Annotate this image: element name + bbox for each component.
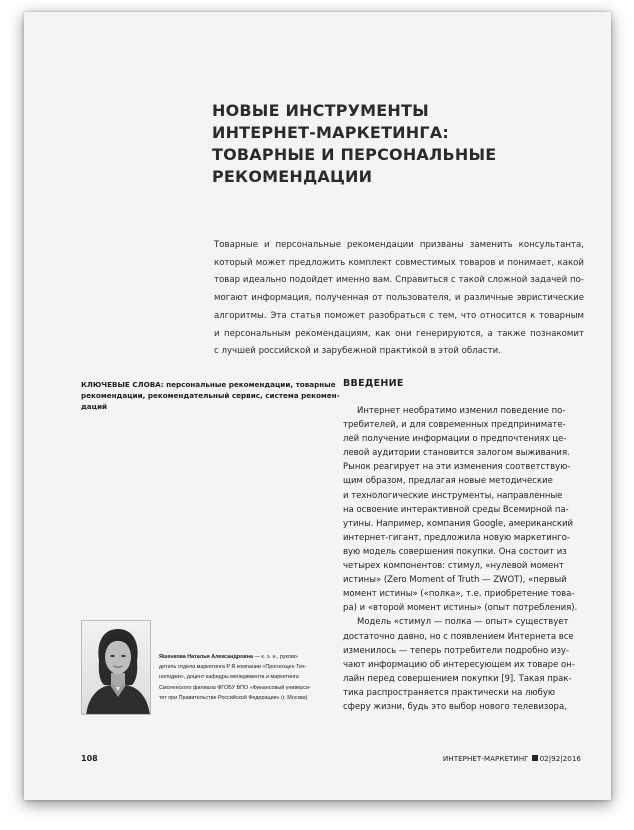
- author-bio-line: нолоджи», доцент кафедры менеджмента и маркетинга: [159, 674, 299, 681]
- article-lead: [214, 237, 584, 361]
- body-line: утины. Например, компания Google, американский: [343, 518, 574, 529]
- keywords-block: [81, 379, 340, 412]
- square-bullet-icon: [532, 755, 538, 761]
- author-photo: [81, 620, 151, 715]
- body-line: тика распространяется практически на любую: [343, 687, 556, 698]
- body-line: истины» (Zero Moment of Truth — ZWOT), «первый: [343, 575, 567, 586]
- lead-line: товар идеально подойдет именно вам. Справиться с такой сложной задачей по-: [214, 275, 584, 286]
- keywords-line: рекомендации, рекомендательный сервис, система рекомен-: [81, 391, 340, 400]
- body-line: лайн перед совершением покупки [9]. Такая прак-: [343, 673, 572, 684]
- body-line: Модель «стимул — полка — опыт» существует: [357, 617, 569, 628]
- issue-number: 02|92|2016: [539, 754, 581, 763]
- portrait-photo-icon: [82, 621, 151, 715]
- body-line: ра) и «второй момент истины» (опыт потребления).: [343, 603, 578, 614]
- article-body: [343, 404, 613, 714]
- body-line: Интернет необратимо изменил поведение по-: [357, 406, 566, 416]
- title-line: ИНТЕРНЕТ-МАРКЕТИНГА:: [212, 123, 449, 142]
- body-line: лей получение информации о предпочтениях це-: [343, 434, 567, 445]
- body-line: на освоение интерактивной среды Всемирной па-: [343, 504, 569, 515]
- page-number: 108: [81, 754, 98, 763]
- author-bio-line: Смоленского филиала ФГОБУ ВПО «Финансовый универси-: [159, 684, 311, 691]
- author-bio: [159, 652, 334, 703]
- body-line: вую модель совершения покупки. Она состоит из: [343, 546, 567, 557]
- body-line: четырех компонентов: стимул, «нулевой момент: [343, 561, 564, 572]
- body-line: момент истины» («полка», т.е. приобретение това-: [343, 589, 575, 600]
- author-first-line: [159, 652, 334, 662]
- lead-line: с лучшей российской и зарубежной практикой в этой области.: [214, 346, 501, 357]
- author-name: Яшенкова Наталья Александровна: [159, 654, 253, 660]
- author-bio-line: — к. э. н., руково-: [252, 654, 299, 660]
- body-line: достаточно давно, но с появлением Интернета все: [343, 631, 574, 642]
- lead-line: который может предложить комплект совместимых товаров и понимает, какой: [214, 257, 584, 268]
- body-line: щим образом, предлагая новые методические: [343, 476, 553, 487]
- title-line: НОВЫЕ ИНСТРУМЕНТЫ: [212, 101, 429, 120]
- body-line: чают информацию об интересующем их товаре он-: [343, 659, 575, 670]
- body-line: изменилось — теперь потребители подробно изу-: [343, 645, 570, 656]
- magazine-name: ИНТЕРНЕТ-МАРКЕТИНГ: [442, 754, 529, 763]
- body-line: сферу жизни, будь это выбор нового телевизора,: [343, 701, 567, 712]
- lead-line: и персональным рекомендациям, как они генерируются, а также познакомит: [214, 328, 584, 339]
- author-bio-line: тет при Правительстве Российской Федерации» (г. Москва): [159, 694, 308, 701]
- lead-line: Товарные и персональные рекомендации призваны заменить консультанта,: [214, 240, 584, 250]
- article-title: [212, 100, 532, 188]
- title-line: ТОВАРНЫЕ И ПЕРСОНАЛЬНЫЕ: [212, 145, 497, 164]
- keywords-line: КЛЮЧЕВЫЕ СЛОВА: персональные рекомендации, товарные: [81, 380, 336, 389]
- section-heading: ВВЕДЕНИЕ: [343, 378, 404, 389]
- lead-line: могают информация, полученная от пользователя, и различные эвристические: [214, 293, 584, 304]
- body-line: требителей, и для современных предпринимате-: [343, 420, 566, 431]
- body-line: и технологические инструменты, направленные: [343, 490, 563, 501]
- running-footer: [443, 754, 581, 763]
- lead-line: алгоритмы. Эта статья поможет разобраться с тем, что относится к товарным: [214, 310, 584, 321]
- magazine-page: [24, 12, 611, 800]
- body-line: Рынок реагирует на эти изменения соответствую-: [343, 462, 571, 473]
- keywords-line: даций: [81, 402, 108, 411]
- body-line: левой аудитории становится залогом выживания.: [343, 448, 570, 459]
- title-line: РЕКОМЕНДАЦИИ: [212, 167, 373, 186]
- author-bio-line: дитель отдела маркетинга Р R компании «Прогнозцен Тех-: [159, 664, 307, 671]
- body-line: интернет-гигант, предложила новую маркетинго-: [343, 532, 571, 543]
